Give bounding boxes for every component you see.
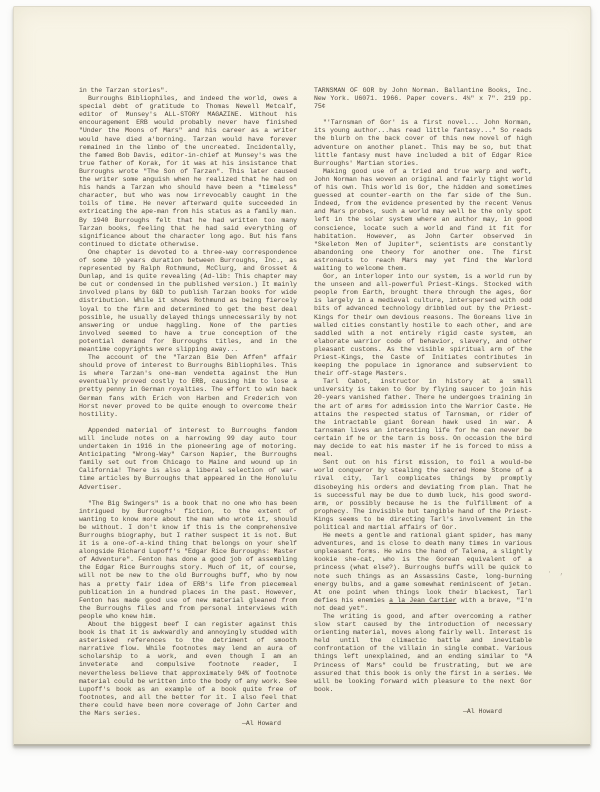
- paragraph: "'Tarnsman of Gor' is a first novel... John Norman, its young author...has read little fantasy..." So reads the blurb on the back cover of this new novel of high adventure on another planet. This may be so, but that little fantasy must have included a bit of Edgar Rice Burroughs' Martian stories.: [314, 119, 532, 167]
- paragraph: Tarl Cabot, instructor in history at a small university is taken to Gor by flying saucer to join his 20-years vanished father. There he undergoes training in the art of arms for admission into the Warrior Caste. He attains the respected status of Tarnsman, or rider of the intractable giant Gorean hawk used in war. A tarnsman lives an interesting life for he can never be certain if he or the tarn is boss. On occasion the bird may decide to eat his master if he is forced to miss a meal.: [314, 378, 532, 459]
- paragraph: Appended material of interest to Burroughs fandom will include notes on a harrowing 99 day auto tour undertaken in 1916 in the pioneering age of motoring. Anticipating "Wrong-Way" Carson Napier, the Burroughs family set out from Chicago to Maine and wound up in California! There is also a liberal selection of war-time articles by Burroughs that appeared in the Honolulu Advertiser.: [79, 426, 297, 491]
- paragraph: The writing is good, and after overcoming a rather slow start caused by the introduction of necessary orienting material, moves along fairly well. Interest is held until the climactic battle and inevitable confrontation of the villain in single combat. Various things left unexplained, and an ending similar to "A Princess of Mars" could be frustrating, but we are assured that this book is only the first in a series. We will be looking forward with pleasure to the next Gor book.: [314, 613, 532, 693]
- paragraph: in the Tarzan stories".: [79, 87, 169, 94]
- scanned-page: [13, 6, 591, 746]
- pencil-stray-mark: · ,: [547, 569, 566, 577]
- paragraph: Burroughs Bibliophiles, and indeed the world, owes a special debt of gratitude to Thomas Newell Metcalf, editor of Munsey's ALL-STORY MAGAZINE. Without his encouragement ERB would probably never have finished "Under the Moons of Mars" and his career as a writer would have died a'borning. Tarzan would have forever remained in the limbo of the uncreated. Incidentally, the famed Bob Davis, editor-in-chief at Munsey's was the true father of Korak, for it was at his insistance that Burroughs wrote "The Son of Tarzan". This later caused the writer some anguish when he realized that he had on his hands a Tarzan who should have been a "timeless" character, but who was now irrevocably caught in the toils of time. He never afterward quite succeeded in extricating the ape-man from his status as a family man. By 1940 Burroughs felt that he had written too many Tarzan books, feeling that he had said everything of significance about the character long ago. But his fans continued to dictate otherwise.: [79, 95, 297, 248]
- paragraph: He meets a gentle and rational giant spider, has many adventures, and is close to death many times in various unpleasant forms. He wins the hand of Talena, a slightly kookie she-cat, who is the Gorean equivalent of a princess (what else?). Burroughs buffs will be quick to note such things as an Assassins Caste, long-burning energy bulbs, and a game somewhat reminiscent of jetan. At one point when things look their blackest, Tarl defies his enemies a la Jean Cartier with a brave, "I'm not dead yet".: [314, 532, 533, 612]
- author-signature: —Al Howard: [462, 707, 502, 715]
- paragraph: One chapter is devoted to a three-way correspondence of some 10 years duration between Burroughs, Inc., as represented by Ralph Rothmund, McClurg, and Grosset & Dunlap, and is quite revealing (Ad-lib: This chapter may be cut or condensed in the published version.) It mainly involved plans by G&D to publish Tarzan books for wide distribution. While it shows Rothmund as being fiercely loyal to the firm and determined to get the best deal possible, he usually delayed things unnecessarily by not answering or undue haggling. None of the parties involved seemed to have a true conception of the potential demand for Burroughs titles, and in the meantime copyrights were slipping away...: [79, 248, 297, 353]
- page-content: [79, 87, 532, 728]
- paragraph: The account of the "Tarzan Bie Den Affen" affair should prove of interest to Burroughs Bibliophiles. This is where Tarzan's one-man vendetta against the Hun eventually proved costly to ERB, causing him to lose a pretty penny in German royalties. The effort to win back German fans with Erich von Harben and Frederich von Horst never proved to be quite enough to overcome their hostility.: [79, 354, 297, 418]
- author-signature: —Al Howard: [241, 720, 281, 728]
- right-column: [314, 87, 532, 728]
- paragraph: "The Big Swingers" is a book that no one who has been intrigued by Burroughs' fiction, to the extent of wanting to know more about the man who wrote it, should be without. I don't know if this is the comprehensive Burroughs biography, but I rather suspect it is not. But it is a one-of-a-kind thing that belongs on your shelf alongside Richard Lupoff's "Edgar Rice Burroughs: Master of Adventure". Fenton has done a good job of assembling the Edgar Rice Burroughs story. Much of it, of course, will not be new to the old Burroughs buff, who by now has a pretty fair idea of ERB's life from piecemeal publication in a hundred places in the past. However, Fenton has made good use of new material gleaned from the Burroughs files and from personal interviews with people who knew him.: [79, 499, 297, 620]
- book-citation: TARNSMAN OF GOR by John Norman. Ballantine Books, Inc. New York. U6071. 1966. Paper covers. 4¼" x 7". 219 pp. 75¢: [314, 87, 532, 111]
- paragraph: About the biggest beef I can register against this book is that it is awkwardly and annoyingly studded with asterisked references to the detriment of smooth narrative flow. While footnotes may lend an aura of scholarship to a work, and even though I am an inveterate and compulsive footnote reader, I nevertheless believe that approximately 94% of footnote material could be written into the body of any work. See Lupoff's book as an example of a book quite free of footnotes, and all the better for it. I also feel that there could have been more coverage of John Carter and the Mars series.: [79, 621, 297, 718]
- left-column: [79, 87, 297, 728]
- paragraph: Sent out on his first mission, to foil a would-be world conqueror by stealing the sacred Home Stone of a rival city, Tarl complicates things by promptly disobeying his orders and deviating from plan. That he is successful may be due to dumb luck, his good sword-arm, or possibly because he is the fulfillment of a prophecy. The invisible but tangible hand of the Priest-Kings seems to be directing Tarl's involvement in the political and martial affairs of Gor.: [314, 459, 532, 531]
- paragraph: Making good use of a tried and true warp and weft, John Norman has woven an original and fairly tight world of his own. This world is Gor, the hidden and sometimes guessed at counter-earth on the far side of the Sun. Indeed, from the evidence presented by the recent Venus and Mars probes, such a world may well be the only spot left in the solar system where an author may, in good conscience, locate such a world and find it fit for habitation. However, as John Carter observed in "Skeleton Men of Jupiter", scientists are constantly abandoning one theory for another one. The first astronauts to reach Mars may yet find the Warlord waiting to welcome them.: [314, 167, 532, 272]
- paragraph: Gor, an interloper into our system, is a world run by the unseen and all-powerful Priest-Kings. Stocked with people from Earth, brought there through the ages, Gor is largely in a medieval culture, interspersed with odd bits of advanced technology dribbled out by the Priest-Kings for their own devious reasons. The Goreans live in walled cities constantly hostile to each other, and are saddled with a not entirely rigid caste system, an elaborate warrior code of behavior, slavery, and other pleasant customs. As the visible spiritual arm of the Priest-Kings, the Caste of Initiates contributes in keeping the populace in ignorance and subservient to their off-stage Masters.: [314, 273, 532, 378]
